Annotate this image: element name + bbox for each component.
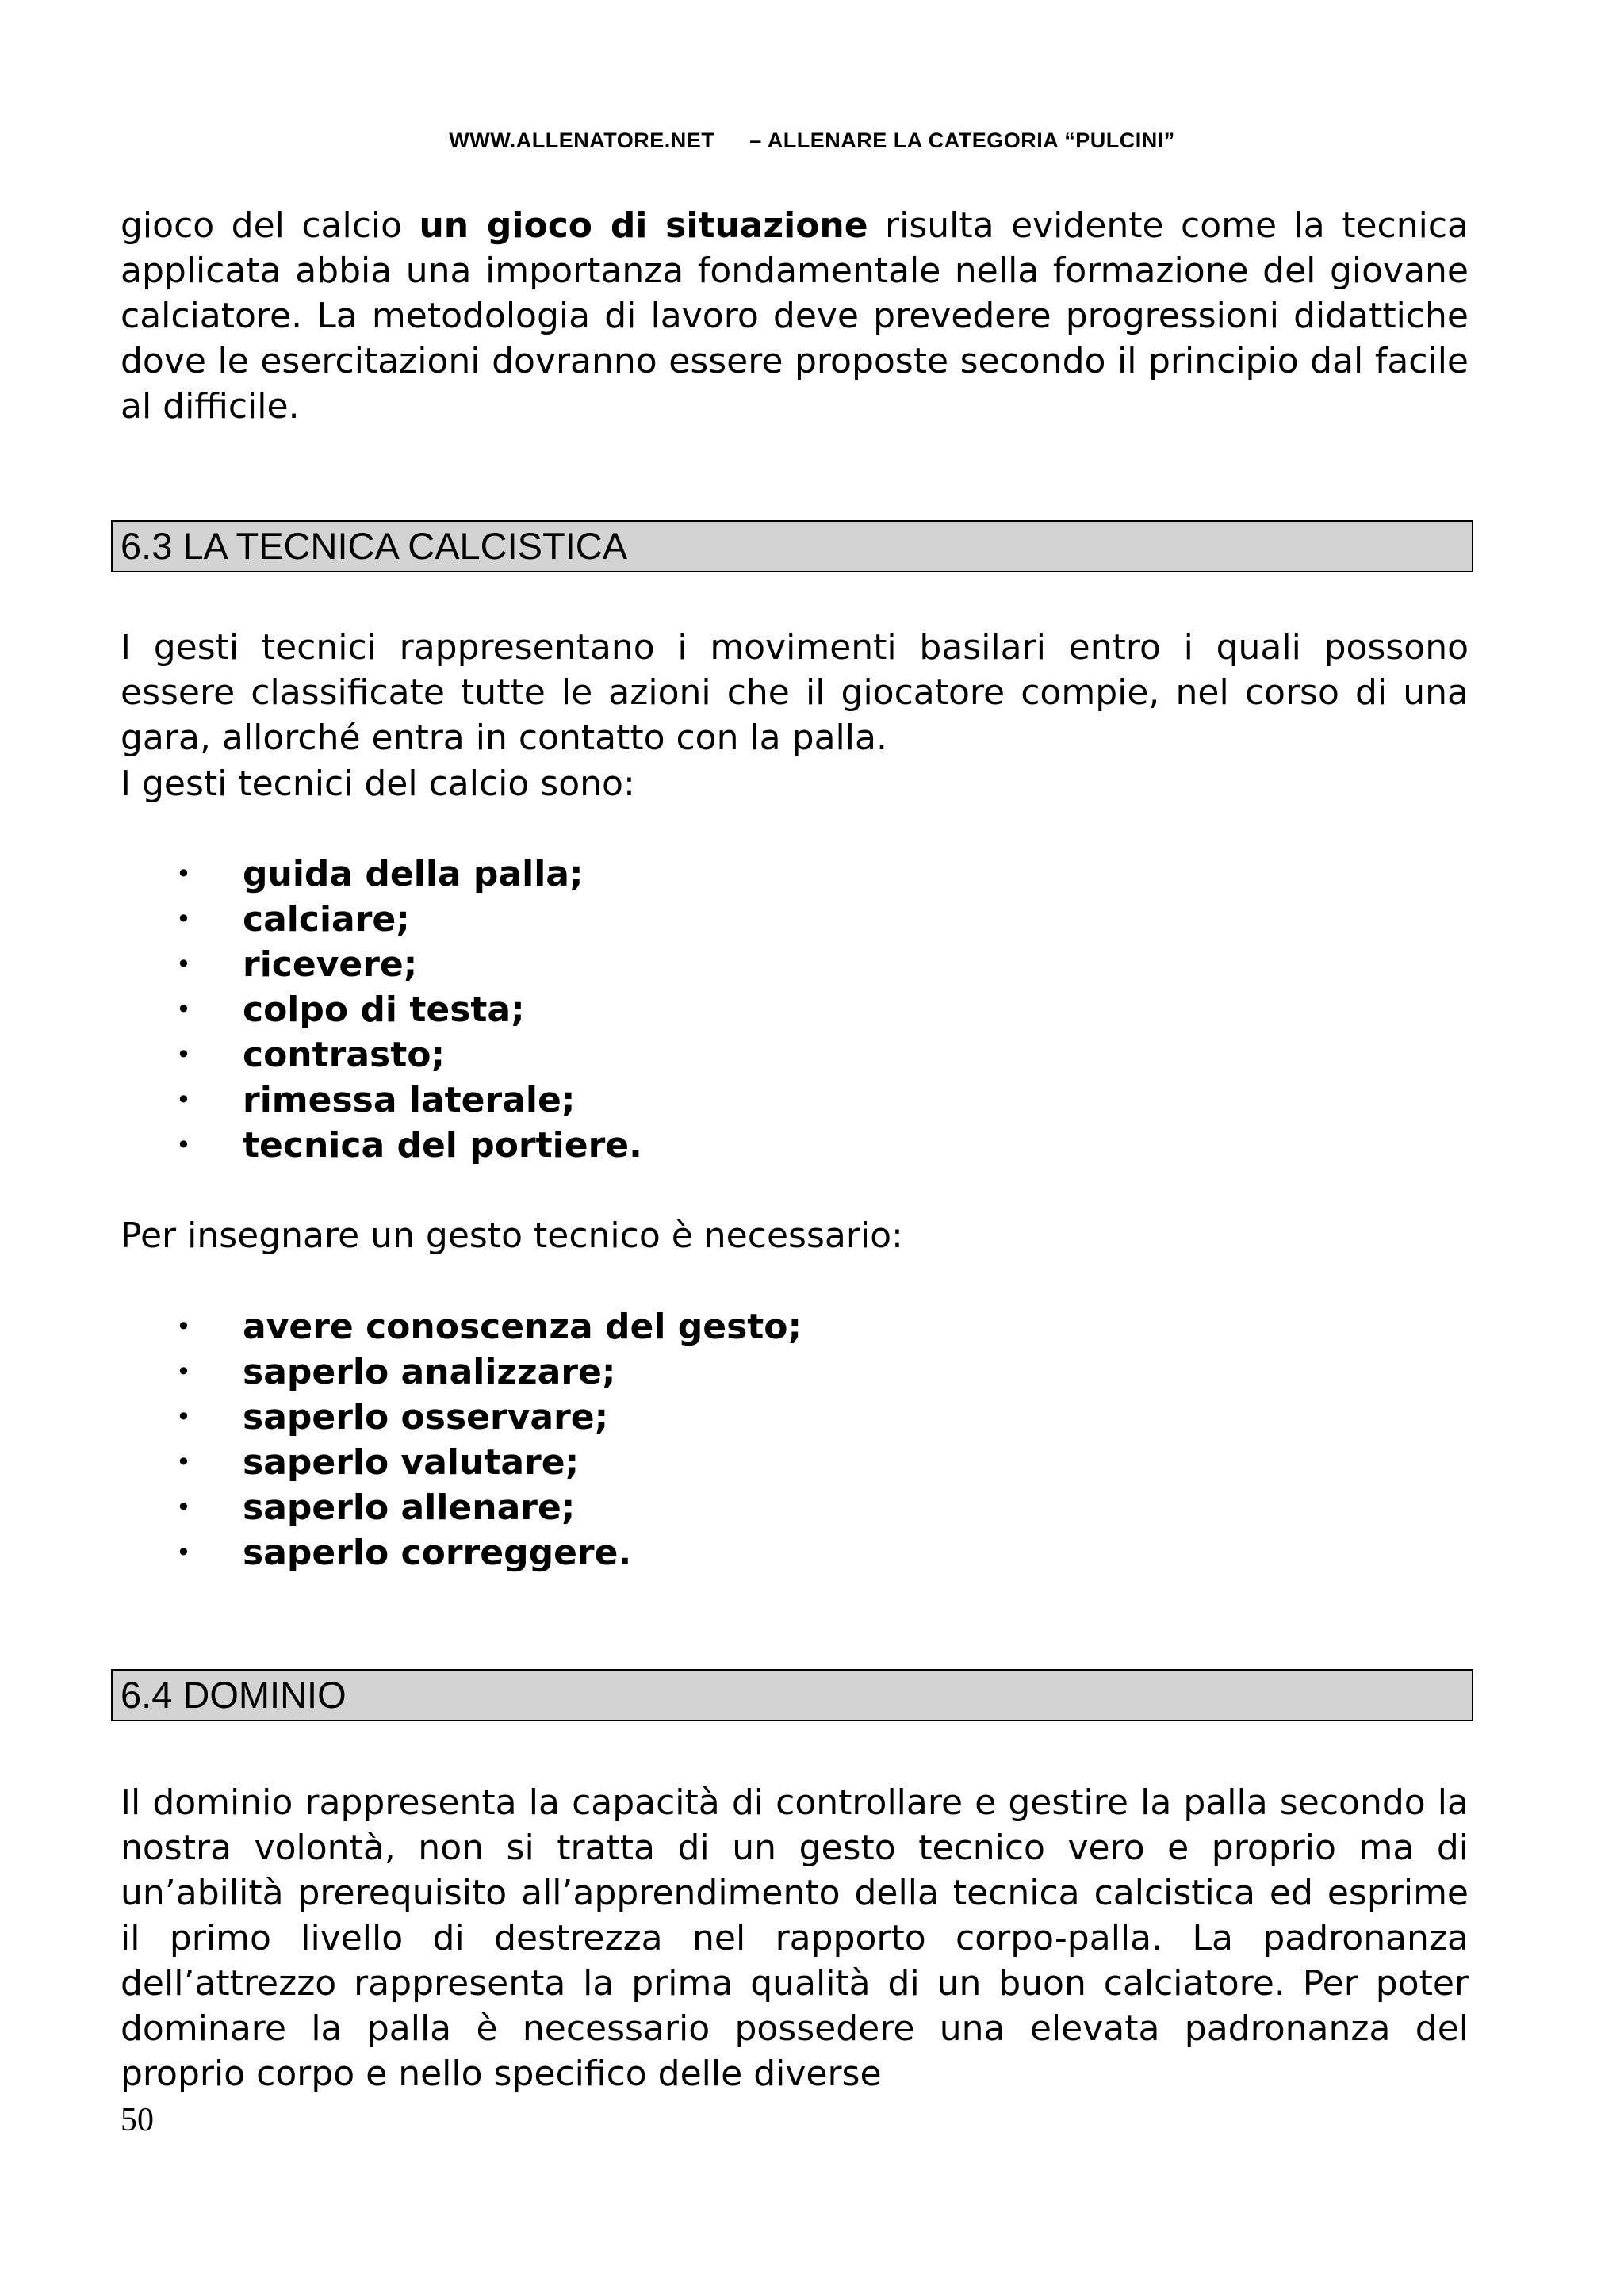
bullet-icon: • bbox=[176, 1130, 191, 1160]
intro-rest: risulta evidente come la tecnica applicata abbia una importanza fondamentale nella formazione del giovane calciatore. La metodologia di lavoro deve prevedere progressioni didattiche dove le esercitazioni dovranno essere proposte secondo il principio dal facile al difficile. bbox=[121, 205, 1469, 427]
list-item: • avere conoscenza del gesto; bbox=[0, 1304, 1269, 1349]
dominio-paragraph: Il dominio rappresenta la capacità di controllare e gestire la palla secondo la nostra volontà, non si tratta di un gesto tecnico vero e proprio ma di un’abilità prerequisito all’apprendimento della tecnica calcistica ed esprime il primo livello di destrezza nel rapporto corpo-palla. La padronanza dell’attrezzo rappresenta la prima qualità di un buon calciatore. Per poter dominare la palla è necessario possedere una elevata padronanza del proprio corpo e nello specifico delle diverse bbox=[121, 1782, 1469, 2094]
list-item: • saperlo allenare; bbox=[0, 1485, 1269, 1530]
bullet-icon: • bbox=[176, 994, 191, 1024]
bullet-icon: • bbox=[176, 859, 191, 889]
section-heading-tecnica: 6.3 LA TECNICA CALCISTICA bbox=[111, 520, 1473, 572]
tecnica-list-intro: I gesti tecnici del calcio sono: bbox=[121, 764, 635, 804]
list-item: • saperlo correggere. bbox=[0, 1530, 1269, 1575]
list-item: • saperlo analizzare; bbox=[0, 1349, 1269, 1395]
bullet-icon: • bbox=[176, 1492, 191, 1522]
page-number: 50 bbox=[121, 2102, 154, 2138]
header-title: – ALLENARE LA CATEGORIA “PULCINI” bbox=[749, 128, 1175, 152]
running-header bbox=[0, 128, 1624, 153]
intro-lead: gioco del calcio bbox=[121, 205, 419, 246]
gesti-tecnici-list bbox=[0, 852, 1269, 1168]
list-item: • ricevere; bbox=[0, 942, 1269, 987]
tecnica-paragraph: I gesti tecnici rappresentano i movimenti basilari entro i quali possono essere classificate tutte le azioni che il giocatore compie, nel corso di una gara, allorché entra in contatto con la palla. bbox=[121, 627, 1469, 758]
intro-emphasis: un gioco di situazione bbox=[419, 205, 868, 246]
list-item: • contrasto; bbox=[0, 1032, 1269, 1078]
list-item: • colpo di testa; bbox=[0, 987, 1269, 1032]
section-heading-dominio: 6.4 DOMINIO bbox=[111, 1669, 1473, 1721]
bullet-icon: • bbox=[176, 949, 191, 979]
bullet-icon: • bbox=[176, 904, 191, 934]
bullet-icon: • bbox=[176, 1085, 191, 1115]
bullet-icon: • bbox=[176, 1357, 191, 1387]
bullet-icon: • bbox=[176, 1402, 191, 1432]
bullet-icon: • bbox=[176, 1447, 191, 1477]
insegnare-intro: Per insegnare un gesto tecnico è necessario: bbox=[121, 1215, 903, 1256]
list-item: • saperlo valutare; bbox=[0, 1440, 1269, 1485]
bullet-icon: • bbox=[176, 1039, 191, 1070]
list-item: • calciare; bbox=[0, 897, 1269, 942]
bullet-icon: • bbox=[176, 1311, 191, 1342]
header-site: WWW.ALLENATORE.NET bbox=[449, 128, 715, 152]
list-item: • guida della palla; bbox=[0, 852, 1269, 897]
list-item: • tecnica del portiere. bbox=[0, 1123, 1269, 1168]
list-item: • saperlo osservare; bbox=[0, 1395, 1269, 1440]
bullet-icon: • bbox=[176, 1537, 191, 1568]
list-item: • rimessa laterale; bbox=[0, 1078, 1269, 1123]
intro-paragraph bbox=[121, 203, 1469, 429]
insegnare-list bbox=[0, 1304, 1269, 1575]
